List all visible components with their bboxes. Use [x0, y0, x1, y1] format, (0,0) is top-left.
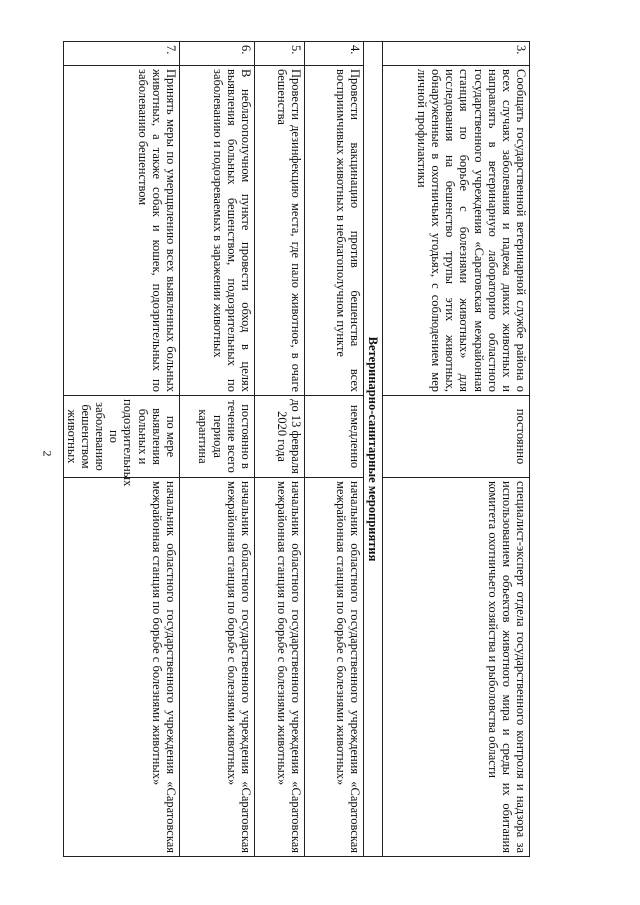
row-number: 5.: [254, 42, 304, 66]
term-cell: по мере выявления больных и подозрительных по заболеванию бешенством животных: [63, 396, 179, 478]
page-number: 2: [40, 450, 55, 457]
term-cell: постоянно: [383, 396, 530, 478]
table-row: [63, 42, 179, 857]
responsible-cell: специалист-эксперт отдела государственного контроля и надзора за использованием объектов животного мира и среды их обитания комитета охотничьего хозяйства и рыболовства области: [383, 478, 530, 857]
action-cell: Провести дезинфекцию места, где пало животное, в очаге бешенства: [254, 66, 304, 396]
row-number: 6.: [179, 42, 254, 66]
table-row: [383, 42, 530, 857]
table-row: [254, 42, 304, 857]
action-cell: Провести вакцинацию против бешенства всех восприимчивых животных в неблагополучном пункте: [304, 66, 363, 396]
action-cell: В неблагополучном пункте провести обход в целях выявления больных бешенством, подозрительных по заболеванию и подозреваемых в заражении животных: [179, 66, 254, 396]
term-cell: постоянно в течение всего периода карантина: [179, 396, 254, 478]
responsible-cell: начальник областного государственного учреждения «Саратовская межрайонная станция по борьбе с болезнями животных»: [254, 478, 304, 857]
responsible-cell: начальник областного государственного учреждения «Саратовская межрайонная станция по борьбе с болезнями животных»: [304, 478, 363, 857]
row-number: 4.: [304, 42, 363, 66]
row-number: 7.: [63, 42, 179, 66]
section-heading: Ветеринарно-санитарные мероприятия: [363, 42, 382, 857]
table-row: [304, 42, 363, 857]
term-cell: немедленно: [304, 396, 363, 478]
rotated-page-content: [65, 41, 530, 856]
table-row: [179, 42, 254, 857]
responsible-cell: начальник областного государственного учреждения «Саратовская межрайонная станция по борьбе с болезнями животных»: [63, 478, 179, 857]
responsible-cell: начальник областного государственного учреждения «Саратовская межрайонная станция по борьбе с болезнями животных»: [179, 478, 254, 857]
section-header-row: [363, 42, 382, 857]
action-cell: Сообщать государственной ветеринарной службе района о всех случаях заболевания и падежа диких животных и направлять в ветеринарную лабораторию областного государственного учреждения «Саратовская межрайонная станция по борьбе с болезнями животных» для исследования на бешенство трупы этих животных, обнаруженные в охотничьих угодьях, с соблюдением мер личной профилактики: [383, 66, 530, 396]
row-number: 3.: [383, 42, 530, 66]
action-cell: Принять меры по умерщвлению всех выявленных больных животных, а также собак и кошек, подозрительных по заболеванию бешенством: [63, 66, 179, 396]
term-cell: до 13 февраля 2020 года: [254, 396, 304, 478]
measures-table: [63, 41, 530, 857]
